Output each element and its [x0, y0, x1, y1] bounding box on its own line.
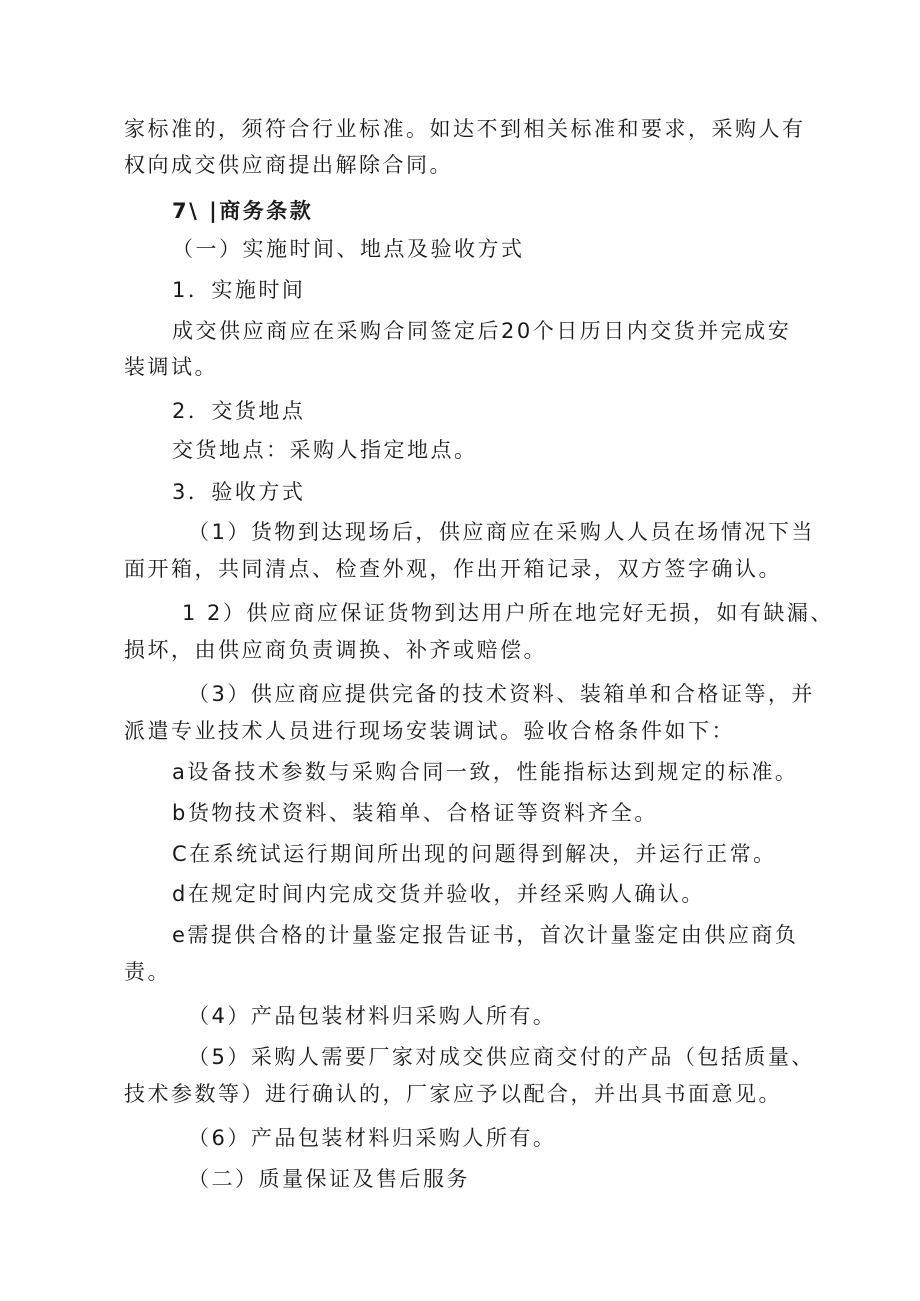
- text-line: （3）供应商应提供完备的技术资料、装箱单和合格证等，并: [188, 682, 815, 706]
- text-line: b货物技术资料、装箱单、合格证等资料齐全。: [172, 801, 658, 825]
- text-line: 装调试。: [124, 355, 218, 379]
- text-line: （5）采购人需要厂家对成交供应商交付的产品（包括质量、: [188, 1045, 815, 1069]
- text-line: 责。: [124, 960, 171, 984]
- text-line: 交货地点：采购人指定地点。: [172, 438, 478, 462]
- text-line: 1．实施时间: [172, 278, 306, 302]
- text-line: 家标准的，须符合行业标准。如达不到相关标准和要求，采购人有: [124, 117, 806, 141]
- text-line: e需提供合格的计量鉴定报告证书，首次计量鉴定由供应商负: [172, 923, 799, 947]
- text-line: （二）质量保证及售后服务: [188, 1167, 470, 1191]
- text-line: 1 2）供应商应保证货物到达用户所在地完好无损，如有缺漏、: [182, 601, 834, 625]
- text-line: 成交供应商应在采购合同签定后20个日历日内交货并完成安: [172, 319, 792, 343]
- text-line: d在规定时间内完成交货并验收，并经采购人确认。: [172, 882, 705, 906]
- text-line: （1）货物到达现场后，供应商应在采购人人员在场情况下当: [188, 520, 815, 544]
- text-line: 面开箱，共同清点、检查外观，作出开箱记录，双方签字确认。: [124, 557, 782, 581]
- text-line: （一）实施时间、地点及验收方式: [172, 237, 525, 261]
- text-line: 3．验收方式: [172, 480, 306, 504]
- text-line: a设备技术参数与采购合同一致，性能指标达到规定的标准。: [172, 760, 799, 784]
- text-line: （6）产品包装材料归采购人所有。: [188, 1126, 557, 1150]
- text-line: 损坏，由供应商负责调换、补齐或赔偿。: [124, 638, 547, 662]
- section-heading: 7\ |商务条款: [172, 199, 314, 223]
- text-line: （4）产品包装材料归采购人所有。: [188, 1004, 557, 1028]
- text-line: C在系统试运行期间所出现的问题得到解决，并运行正常。: [172, 842, 777, 866]
- text-line: 权向成交供应商提出解除合同。: [124, 153, 453, 177]
- text-line: 技术参数等）进行确认的，厂家应予以配合，并出具书面意见。: [124, 1082, 782, 1106]
- text-line: 2．交货地点: [172, 399, 306, 423]
- text-line: 派遣专业技术人员进行现场安装调试。验收合格条件如下：: [124, 719, 735, 743]
